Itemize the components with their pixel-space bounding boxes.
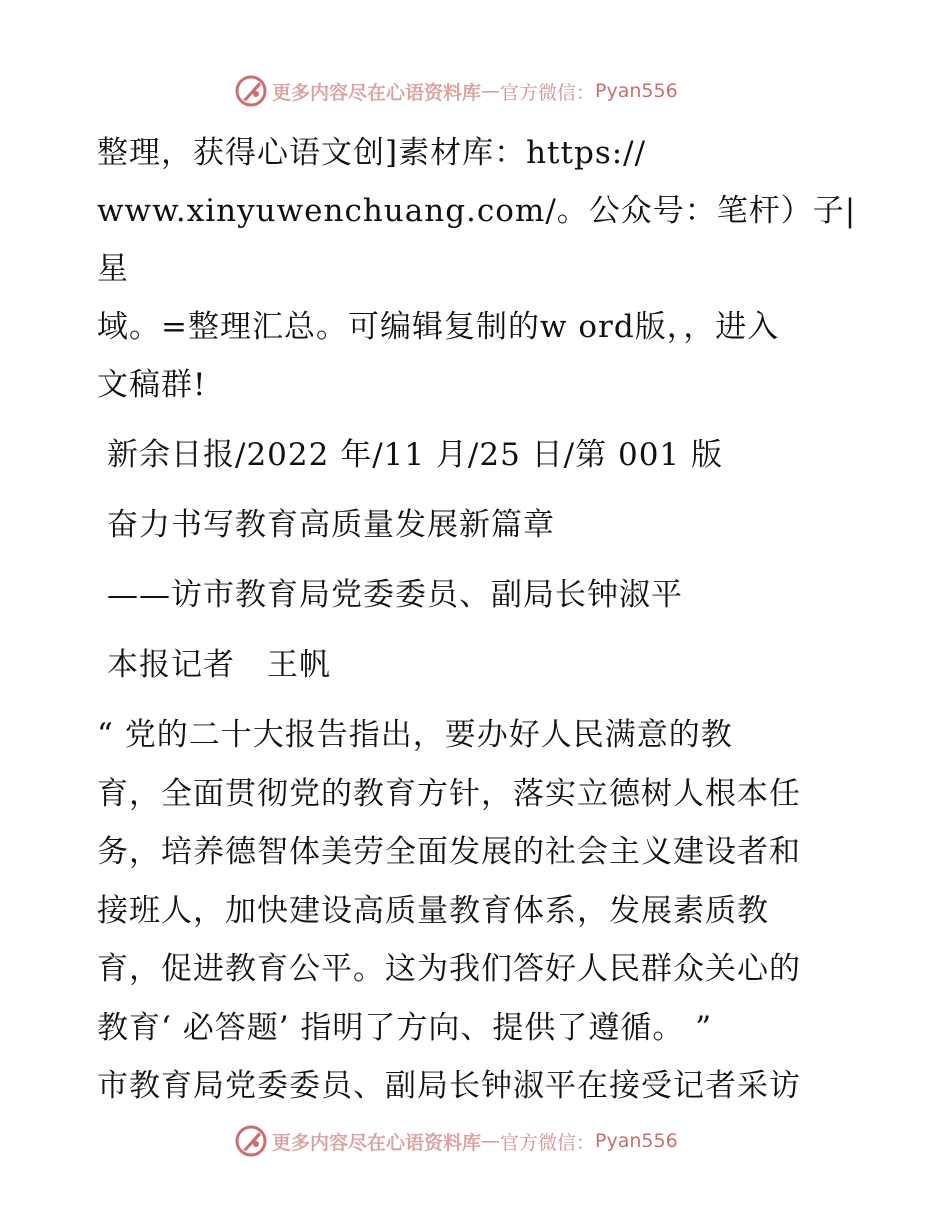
intro-line: www.xinyuwenchuang.com/。公众号：笔杆）子|星 <box>97 193 857 287</box>
document-body <box>97 124 857 1116</box>
body-line: 育，全面贯彻党的教育方针，落实立德树人根本任 <box>97 775 801 812</box>
intro-line: 文稿群! <box>97 367 207 403</box>
body-line: 市教育局党委委员、副局长钟淑平在接受记者采访 <box>97 1068 801 1104</box>
watermark-wechat-label: 官方微信： <box>500 81 596 104</box>
watermark-wechat-id: Pyan556 <box>595 80 678 102</box>
intro-line: 整理，获得心语文创]素材库：https:// <box>97 135 647 171</box>
body-line: 接班人，加快建设高质量教育体系，发展素质教 <box>97 892 769 929</box>
body-line: “ 党的二十大报告指出，要办好人民满意的教 <box>97 717 733 753</box>
quill-seal-icon <box>234 74 268 108</box>
article-byline: 本报记者 王帆 <box>107 647 331 683</box>
watermark-brand-text: 更多内容尽在心语资料库 <box>272 81 482 104</box>
intro-paragraph <box>97 124 857 414</box>
watermark-dash: — <box>481 1130 501 1152</box>
article-subtitle: ——访市教育局党委委员、副局长钟淑平 <box>107 577 683 613</box>
header-watermark <box>234 71 678 111</box>
watermark-wechat-id: Pyan556 <box>595 1130 678 1152</box>
watermark-brand-text: 更多内容尽在心语资料库 <box>272 1131 482 1154</box>
footer-watermark <box>234 1121 678 1161</box>
body-line: 育，促进教育公平。这为我们答好人民群众关心的 <box>97 951 801 987</box>
intro-line: 域。=整理汇总。可编辑复制的w ord版，，进入 <box>97 309 780 345</box>
source-line: 新余日报/2022 年/11 月/25 日/第 001 版 <box>107 437 724 473</box>
watermark-dash: — <box>481 80 501 102</box>
article-title: 奋力书写教育高质量发展新篇章 <box>107 507 555 543</box>
quill-seal-icon <box>234 1124 268 1158</box>
body-paragraph <box>97 706 857 1116</box>
body-line: 教育‘ 必答题’ 指明了方向、提供了遵循。 ” <box>97 1009 713 1046</box>
body-line: 务，培养德智体美劳全面发展的社会主义建设者和 <box>97 834 801 870</box>
watermark-wechat-label: 官方微信： <box>500 1131 596 1154</box>
